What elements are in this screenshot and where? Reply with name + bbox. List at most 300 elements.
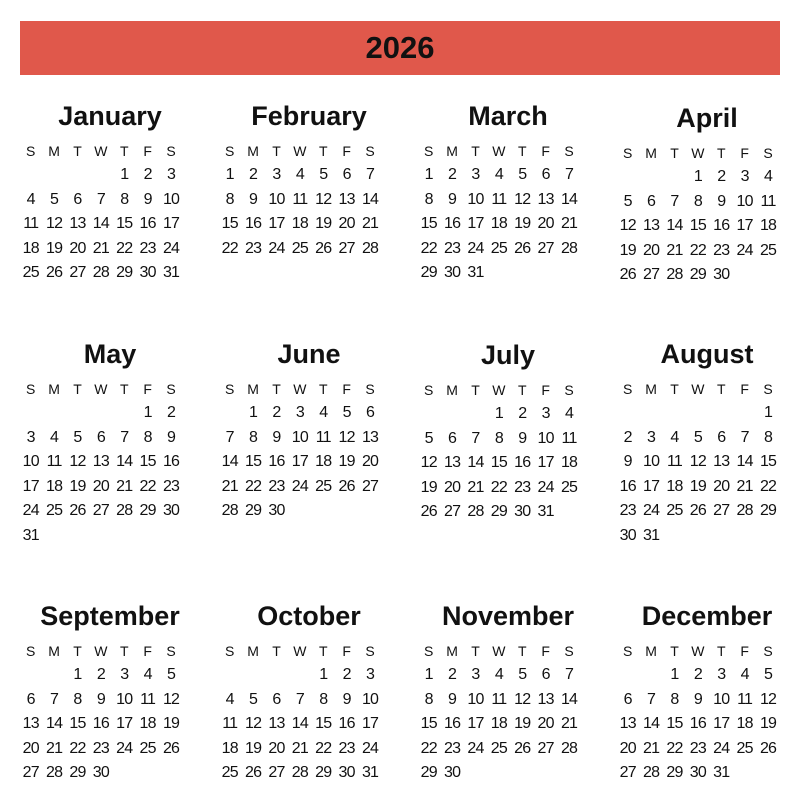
month-title: July	[480, 340, 536, 370]
day-cell: 20	[22, 739, 39, 757]
day-cell: 26	[315, 239, 332, 257]
weekday-label: S	[26, 143, 36, 159]
day-cell: 15	[689, 217, 706, 234]
day-cell: 28	[560, 239, 578, 257]
day-cell: 20	[713, 477, 730, 495]
day-cell: 28	[116, 502, 133, 519]
day-cell: 18	[666, 477, 683, 495]
year-title: 2026	[365, 30, 435, 65]
day-cell: 18	[736, 715, 753, 732]
day-cell: 9	[717, 192, 726, 210]
day-cell: 24	[291, 477, 308, 495]
day-cell: 19	[162, 715, 180, 732]
day-cell: 16	[162, 453, 180, 470]
day-cell: 22	[490, 478, 507, 496]
day-cell: 13	[537, 190, 554, 208]
empty-day-cell	[511, 761, 534, 786]
weekday-label: F	[342, 143, 351, 159]
empty-day-cell	[639, 401, 662, 426]
day-cell: 14	[642, 715, 660, 732]
day-cell: 28	[666, 266, 683, 283]
day-cell: 20	[619, 739, 636, 757]
day-cell: 6	[96, 428, 105, 446]
weekday-label: W	[492, 143, 506, 159]
day-cell: 25	[139, 739, 156, 757]
weekday-label: W	[492, 382, 506, 398]
week-row	[19, 261, 201, 286]
day-cell: 18	[490, 215, 507, 232]
day-cell: 12	[69, 453, 86, 470]
day-cell: 16	[514, 454, 531, 471]
weekday-label: T	[272, 381, 281, 397]
week-row	[417, 402, 599, 427]
day-cell: 2	[717, 168, 726, 185]
day-cell: 3	[740, 168, 749, 185]
weekday-label: W	[94, 381, 108, 397]
day-cell: 13	[537, 690, 554, 708]
month-september	[19, 596, 201, 786]
day-cell: 2	[693, 666, 702, 683]
weekday-label: T	[471, 143, 480, 159]
day-cell: 8	[225, 190, 234, 208]
day-cell: 12	[619, 217, 636, 234]
day-cell: 25	[666, 502, 683, 519]
day-cell: 22	[420, 239, 437, 257]
week-row	[417, 212, 599, 237]
day-cell: 7	[564, 666, 574, 683]
day-cell: 13	[443, 454, 461, 471]
day-cell: 2	[166, 404, 176, 421]
day-cell: 25	[291, 239, 308, 257]
day-cell: 23	[689, 739, 706, 757]
day-cell: 15	[244, 453, 262, 470]
day-cell: 13	[268, 715, 285, 732]
weekday-label: S	[564, 143, 574, 159]
week-row	[218, 188, 400, 213]
weekday-label: T	[517, 643, 527, 659]
day-cell: 4	[763, 168, 773, 185]
day-cell: 26	[420, 503, 437, 520]
empty-day-cell	[288, 663, 311, 688]
day-cell: 25	[22, 264, 39, 281]
weekday-label: M	[645, 643, 657, 659]
day-cell: 4	[26, 190, 35, 208]
day-cell: 10	[361, 690, 379, 708]
week-row	[19, 761, 201, 786]
empty-day-cell	[534, 761, 557, 786]
day-cell: 11	[292, 190, 308, 208]
empty-day-cell	[440, 402, 463, 427]
day-cell: 3	[471, 166, 480, 183]
weekday-label: T	[670, 643, 679, 659]
day-cell: 3	[295, 404, 304, 421]
day-cell: 8	[424, 190, 433, 208]
day-cell: 31	[467, 264, 484, 281]
day-cell: 1	[424, 166, 433, 183]
weekday-label: F	[740, 643, 749, 659]
weekday-label: M	[48, 643, 60, 659]
day-cell: 4	[225, 690, 234, 708]
month-april	[616, 98, 798, 288]
day-cell: 2	[143, 166, 152, 183]
week-row	[19, 663, 201, 688]
day-cell: 20	[537, 215, 554, 232]
weekday-label: T	[119, 643, 129, 659]
day-cell: 22	[69, 739, 86, 757]
day-cell: 31	[22, 526, 39, 544]
day-cell: 6	[73, 190, 82, 208]
day-cell: 8	[494, 429, 503, 447]
day-cell: 22	[244, 477, 262, 495]
weekday-label: S	[225, 643, 235, 659]
day-cell: 23	[92, 739, 109, 757]
weekday-label: M	[446, 382, 458, 398]
day-cell: 27	[69, 264, 86, 281]
day-cell: 19	[759, 715, 777, 732]
day-cell: 23	[514, 478, 531, 496]
day-cell: 19	[244, 739, 262, 757]
weekday-label: S	[564, 382, 574, 398]
day-cell: 21	[560, 215, 578, 232]
day-cell: 18	[221, 739, 238, 757]
day-cell: 26	[759, 739, 777, 757]
day-cell: 5	[693, 428, 702, 446]
day-cell: 1	[319, 666, 328, 683]
week-row	[19, 450, 201, 475]
day-cell: 7	[50, 690, 59, 708]
empty-day-cell	[19, 663, 42, 688]
day-cell: 5	[342, 404, 351, 421]
weekday-label: F	[740, 381, 749, 397]
empty-day-cell	[756, 263, 779, 288]
day-cell: 6	[623, 690, 632, 708]
weekday-label: T	[716, 145, 726, 161]
week-row	[616, 712, 798, 737]
day-cell: 1	[143, 404, 152, 421]
day-cell: 16	[338, 715, 355, 732]
week-row	[218, 737, 400, 762]
weekday-label: M	[48, 143, 60, 159]
week-row	[417, 261, 599, 286]
week-row	[19, 426, 201, 451]
empty-day-cell	[288, 499, 311, 524]
day-cell: 20	[443, 478, 461, 496]
day-cell: 17	[361, 715, 379, 732]
empty-day-cell	[733, 524, 756, 549]
weekday-label: S	[166, 143, 176, 159]
week-row	[218, 712, 400, 737]
day-cell: 11	[561, 429, 577, 447]
day-cell: 31	[642, 526, 660, 544]
day-cell: 28	[221, 502, 238, 519]
day-cell: 14	[560, 690, 578, 708]
day-cell: 17	[467, 715, 484, 732]
day-cell: 24	[162, 239, 180, 257]
day-cell: 29	[666, 764, 683, 781]
weekday-label: T	[73, 381, 82, 397]
weekday-label: W	[293, 381, 307, 397]
day-cell: 14	[560, 190, 578, 208]
day-cell: 13	[338, 190, 355, 208]
day-cell: 21	[560, 715, 578, 732]
day-cell: 4	[319, 404, 328, 421]
day-cell: 2	[249, 166, 258, 183]
day-cell: 19	[315, 215, 332, 232]
empty-day-cell	[464, 761, 487, 786]
empty-day-cell	[66, 401, 89, 426]
weekday-label: W	[293, 643, 307, 659]
empty-day-cell	[686, 524, 709, 549]
day-cell: 3	[120, 666, 129, 683]
week-row	[218, 163, 400, 188]
day-cell: 27	[361, 477, 379, 495]
empty-day-cell	[42, 401, 65, 426]
day-cell: 19	[619, 241, 636, 259]
day-cell: 3	[166, 166, 176, 183]
empty-day-cell	[312, 499, 335, 524]
day-cell: 8	[249, 428, 258, 446]
weekday-label: S	[763, 145, 773, 161]
day-cell: 2	[518, 405, 527, 422]
month-title: May	[83, 339, 137, 369]
day-cell: 24	[467, 739, 484, 757]
weekday-label: T	[716, 643, 726, 659]
day-cell: 7	[225, 428, 234, 446]
day-cell: 4	[740, 666, 749, 683]
day-cell: 12	[315, 190, 332, 208]
day-cell: 26	[244, 764, 262, 781]
day-cell: 14	[666, 217, 683, 234]
day-cell: 16	[139, 215, 156, 232]
week-row	[19, 237, 201, 262]
month-title: December	[641, 601, 773, 631]
day-cell: 17	[22, 477, 39, 495]
weekday-label: S	[26, 381, 36, 397]
month-title: February	[251, 101, 367, 131]
week-row	[616, 450, 798, 475]
day-cell: 19	[514, 715, 531, 732]
month-december	[616, 596, 798, 786]
day-cell: 7	[564, 166, 574, 183]
day-cell: 21	[291, 739, 308, 757]
day-cell: 9	[518, 429, 527, 447]
day-cell: 24	[116, 739, 133, 757]
day-cell: 21	[116, 477, 133, 495]
day-cell: 7	[740, 428, 749, 446]
day-cell: 11	[491, 190, 507, 208]
weekday-label: F	[143, 143, 152, 159]
day-cell: 30	[92, 764, 109, 781]
empty-day-cell	[616, 165, 639, 190]
day-cell: 13	[69, 215, 86, 232]
day-cell: 31	[162, 264, 180, 281]
day-cell: 23	[443, 239, 461, 257]
weekday-label: F	[740, 145, 749, 161]
weekday-label: F	[541, 382, 550, 398]
day-cell: 5	[518, 166, 527, 183]
empty-day-cell	[358, 499, 381, 524]
empty-day-cell	[710, 524, 733, 549]
day-cell: 7	[471, 429, 480, 447]
day-cell: 24	[467, 239, 484, 257]
day-cell: 1	[693, 168, 702, 185]
day-cell: 1	[73, 666, 82, 683]
day-cell: 9	[693, 690, 702, 708]
day-cell: 28	[361, 239, 379, 257]
day-cell: 11	[222, 715, 238, 732]
week-row	[616, 688, 798, 713]
month-title: September	[40, 601, 180, 631]
day-cell: 25	[221, 764, 238, 781]
weekday-label: M	[247, 643, 259, 659]
day-cell: 16	[689, 715, 706, 732]
empty-day-cell	[733, 263, 756, 288]
day-cell: 23	[443, 739, 461, 757]
empty-day-cell	[42, 163, 65, 188]
day-cell: 15	[315, 715, 332, 732]
weekday-label: S	[225, 143, 235, 159]
day-cell: 9	[448, 190, 457, 208]
week-row	[19, 163, 201, 188]
day-cell: 29	[759, 502, 777, 519]
empty-day-cell	[113, 524, 136, 549]
day-cell: 1	[494, 405, 503, 422]
day-cell: 9	[342, 690, 351, 708]
month-november	[417, 596, 599, 786]
day-cell: 1	[670, 666, 679, 683]
day-cell: 9	[623, 453, 632, 470]
empty-day-cell	[19, 163, 42, 188]
weekday-label: F	[541, 643, 550, 659]
day-cell: 31	[537, 503, 554, 520]
day-cell: 26	[514, 239, 531, 257]
day-cell: 24	[736, 241, 753, 259]
empty-day-cell	[89, 163, 112, 188]
day-cell: 31	[713, 764, 730, 781]
day-cell: 12	[514, 190, 531, 208]
weekday-label: S	[26, 643, 36, 659]
day-cell: 4	[494, 666, 503, 683]
day-cell: 29	[315, 764, 332, 781]
day-cell: 6	[717, 428, 726, 446]
week-row	[616, 401, 798, 426]
day-cell: 26	[338, 477, 355, 495]
weekday-label: S	[763, 381, 773, 397]
day-cell: 14	[736, 453, 753, 470]
day-cell: 29	[69, 764, 86, 781]
day-cell: 25	[490, 739, 507, 757]
day-cell: 15	[420, 215, 437, 232]
day-cell: 22	[315, 739, 332, 757]
day-cell: 13	[22, 715, 39, 732]
day-cell: 7	[96, 190, 105, 208]
day-cell: 18	[22, 239, 39, 257]
weekday-header	[19, 377, 201, 401]
day-cell: 10	[268, 190, 285, 208]
day-cell: 26	[69, 502, 86, 519]
day-cell: 25	[490, 239, 507, 257]
empty-day-cell	[557, 261, 580, 286]
month-title: March	[468, 101, 548, 131]
week-row	[616, 475, 798, 500]
day-cell: 5	[518, 666, 527, 683]
day-cell: 21	[666, 241, 683, 259]
day-cell: 24	[268, 239, 285, 257]
day-cell: 2	[448, 666, 457, 683]
day-cell: 11	[140, 690, 156, 708]
day-cell: 26	[689, 502, 706, 519]
day-cell: 3	[647, 428, 656, 446]
weekday-label: S	[365, 643, 375, 659]
day-cell: 7	[365, 166, 375, 183]
day-cell: 4	[494, 166, 503, 183]
day-cell: 18	[315, 453, 332, 470]
day-cell: 10	[537, 429, 554, 447]
day-cell: 27	[443, 503, 461, 520]
day-cell: 10	[116, 690, 133, 708]
day-cell: 5	[763, 666, 773, 683]
empty-day-cell	[218, 401, 241, 426]
empty-day-cell	[241, 663, 264, 688]
day-cell: 27	[537, 239, 554, 257]
weekday-label: S	[564, 643, 574, 659]
day-cell: 8	[319, 690, 328, 708]
day-cell: 19	[45, 239, 63, 257]
day-cell: 29	[420, 764, 437, 781]
day-cell: 5	[424, 429, 433, 447]
day-cell: 10	[467, 190, 484, 208]
day-cell: 7	[120, 428, 129, 446]
week-row	[218, 401, 400, 426]
day-cell: 1	[225, 166, 234, 183]
month-title: November	[441, 601, 575, 631]
empty-day-cell	[487, 261, 510, 286]
day-cell: 18	[45, 477, 63, 495]
day-cell: 27	[642, 266, 660, 283]
month-august	[616, 334, 798, 548]
month-may	[19, 334, 201, 548]
weekday-label: T	[471, 382, 480, 398]
empty-day-cell	[733, 761, 756, 786]
day-cell: 25	[45, 502, 63, 519]
day-cell: 30	[514, 503, 531, 520]
empty-day-cell	[710, 401, 733, 426]
day-cell: 1	[120, 166, 129, 183]
day-cell: 5	[166, 666, 176, 683]
week-row	[417, 688, 599, 713]
day-cell: 15	[420, 715, 437, 732]
weekday-header	[417, 139, 599, 163]
day-cell: 26	[514, 739, 531, 757]
week-row	[218, 450, 400, 475]
day-cell: 16	[619, 477, 636, 495]
weekday-header	[19, 139, 201, 163]
day-cell: 28	[291, 764, 308, 781]
day-cell: 11	[46, 453, 62, 470]
day-cell: 17	[537, 454, 554, 471]
week-row	[616, 737, 798, 762]
day-cell: 19	[689, 477, 706, 495]
day-cell: 9	[272, 428, 281, 446]
day-cell: 28	[45, 764, 63, 781]
week-row	[616, 190, 798, 215]
day-cell: 2	[342, 666, 351, 683]
day-cell: 11	[491, 690, 507, 708]
day-cell: 21	[92, 239, 109, 257]
year-banner	[20, 21, 780, 75]
day-cell: 2	[623, 428, 632, 446]
empty-day-cell	[534, 261, 557, 286]
